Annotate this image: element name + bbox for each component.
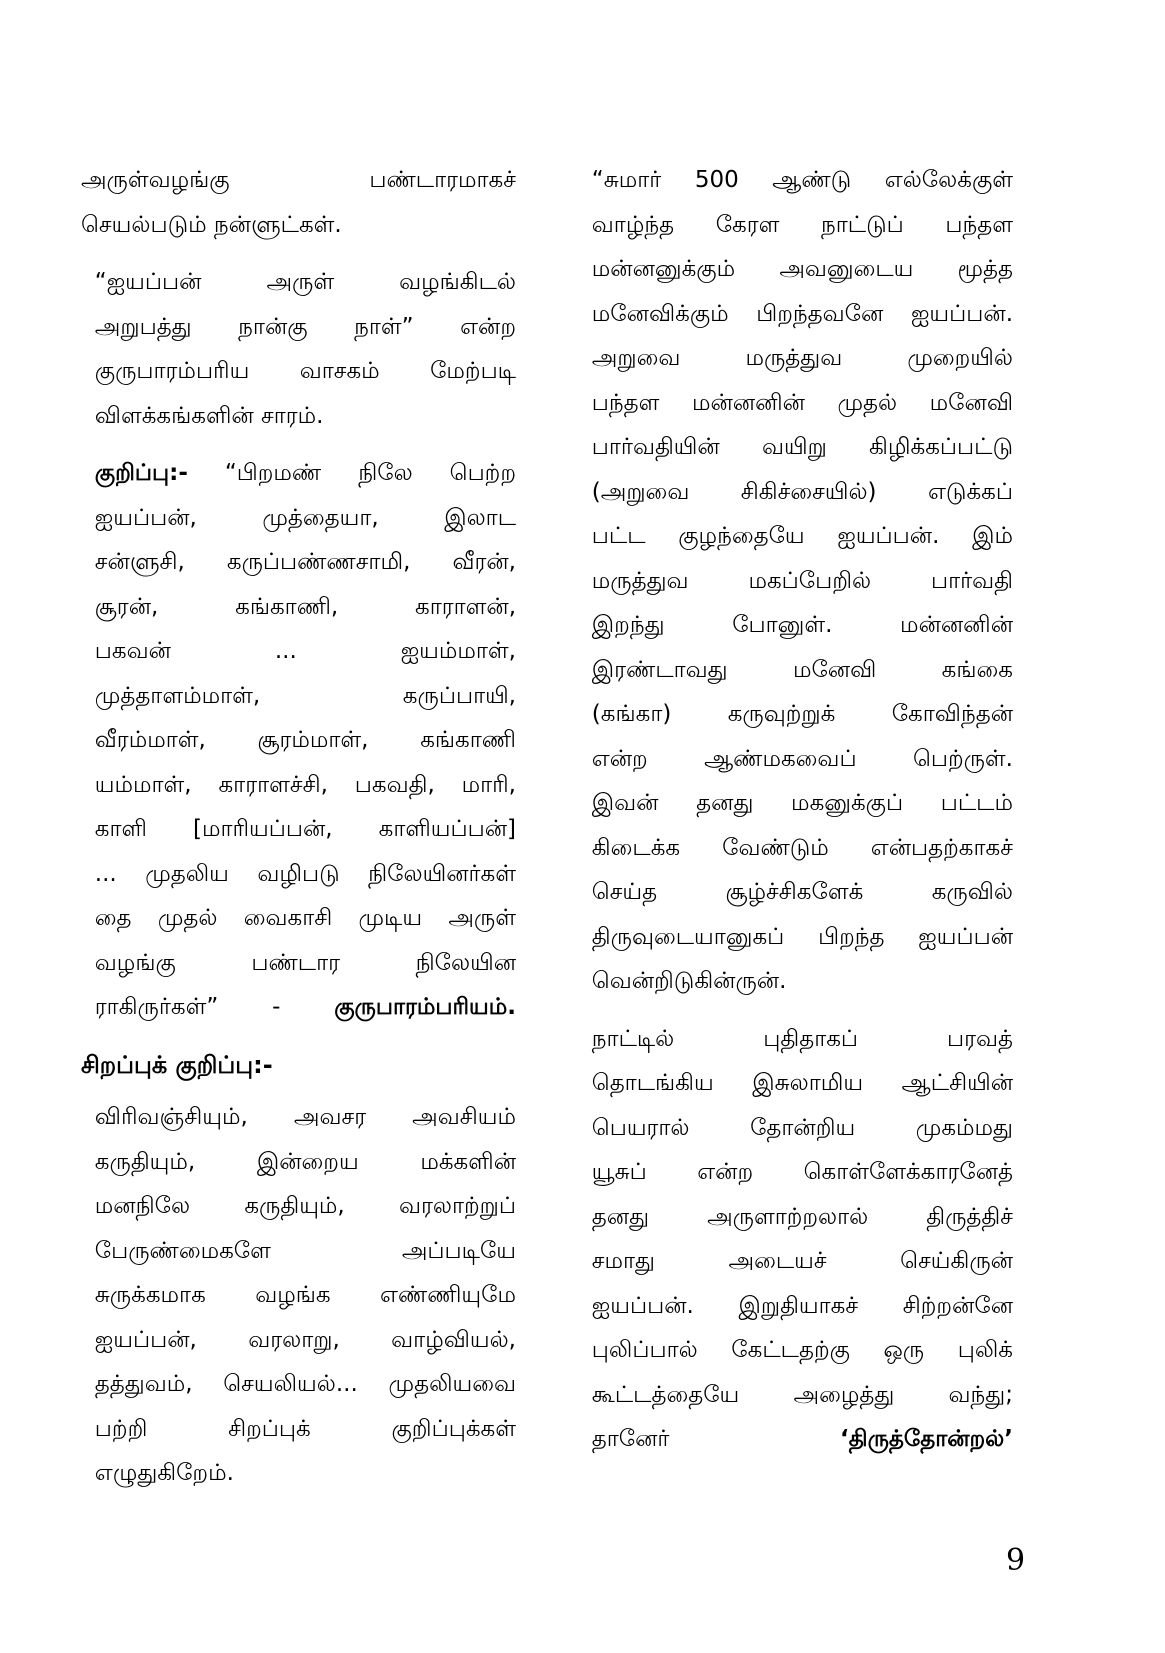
- text-line: மன்னனுக்கும் அவனுடைய மூத்த: [591, 256, 1013, 282]
- text-line: [81, 985, 516, 1030]
- note-source: குருபாரம்பரியம்.: [334, 994, 516, 1020]
- page-number: 9: [1006, 1543, 1026, 1578]
- text-line: பேருண்மைகளே அப்படியே: [94, 1237, 516, 1264]
- text-line: திருவுடையானுகப் பிறந்த ஐயப்பன்: [591, 923, 1013, 950]
- text-line: பெயரால் தோன்றிய முகம்மது: [591, 1114, 1013, 1141]
- text-line: விரிவஞ்சியும், அவசர அவசியம்: [94, 1104, 516, 1130]
- left-column: [81, 158, 516, 1509]
- text-line: புலிப்பால் கேட்டதற்கு ஒரு புலிக்: [591, 1337, 1013, 1363]
- text-line: கூட்டத்தையே அழைத்து வந்து;: [591, 1381, 1013, 1408]
- text-line: பகவன் ... ஐயம்மாள்,: [94, 638, 516, 664]
- text-line: நாட்டில் புதிதாகப் பரவத்: [591, 1025, 1013, 1052]
- right-column: [578, 158, 1013, 1475]
- text-line: [81, 451, 516, 496]
- text-line: மனநிலே கருதியும், வரலாற்றுப்: [94, 1193, 516, 1219]
- text-line: ஐயப்பன். இறுதியாகச் சிற்றன்னே: [591, 1292, 1013, 1319]
- closing-text: தானேர்: [591, 1426, 670, 1452]
- text-line: அறுவை மருத்துவ முறையில்: [591, 345, 1013, 371]
- text-line: (கங்கா) கருவுற்றுக் கோவிந்தன்: [591, 701, 1013, 727]
- text-line: தொடங்கிய இசுலாமிய ஆட்சியின்: [591, 1070, 1013, 1096]
- text-line: கிடைக்க வேண்டும் என்பதற்காகச்: [591, 834, 1013, 861]
- text-line: எழுதுகிறேம்.: [94, 1460, 234, 1486]
- text-line: சமாது அடையச் செய்கிருன்: [591, 1248, 1013, 1274]
- text-line: வென்றிடுகின்ருன்.: [591, 968, 787, 994]
- text-line: கருதியும், இன்றைய மக்களின்: [94, 1148, 516, 1175]
- text-line: “சுமார் 500 ஆண்டு எல்லேக்குள்: [591, 167, 1013, 193]
- text-line: ஐயப்பன், வரலாறு, வாழ்வியல்,: [94, 1326, 516, 1353]
- paragraph-special-note: [81, 1095, 516, 1496]
- text-line: காளி [மாரியப்பன், காளியப்பன்]: [94, 816, 516, 842]
- text-line: என்ற ஆண்மகவைப் பெற்ருள்.: [591, 745, 1013, 772]
- text-line: மனேவிக்கும் பிறந்தவனே ஐயப்பன்.: [591, 300, 1013, 327]
- text-line: பார்வதியின் வயிறு கிழிக்கப்பட்டு: [591, 434, 1013, 460]
- text-line: பட்ட குழந்தையே ஐயப்பன். இம்: [591, 523, 1013, 549]
- paragraph-note: [81, 451, 516, 1030]
- text-line: ஐயப்பன், முத்தையா, இலாட: [94, 504, 516, 531]
- text-line: (அறுவை சிகிச்சையில்) எடுக்கப்: [591, 478, 1013, 505]
- text-line: மருத்துவ மகப்பேறில் பார்வதி: [591, 567, 1013, 594]
- paragraph-2: [81, 260, 516, 438]
- text-line: குருபாரம்பரிய வாசகம் மேற்படி: [94, 358, 516, 384]
- text-line: வாழ்ந்த கேரள நாட்டுப் பந்தள: [591, 211, 1013, 238]
- text-line: சுருக்கமாக வழங்க எண்ணியுமே: [94, 1282, 516, 1308]
- text-line: ... முதலிய வழிபடு நிலேயினர்கள்: [94, 860, 516, 887]
- text-line: இவன் தனது மகனுக்குப் பட்டம்: [591, 790, 1013, 816]
- note-first-text: “பிறமண் நிலே பெற்ற: [224, 460, 516, 486]
- text-line: தை முதல் வைகாசி முடிய அருள்: [94, 905, 516, 931]
- text-line: சன்ளுசி, கருப்பண்ணசாமி, வீரன்,: [94, 549, 516, 575]
- text-line: யூசுப் என்ற கொள்ளேக்காரனேத்: [591, 1159, 1013, 1185]
- text-line: யம்மாள், காராளச்சி, பகவதி, மாரி,: [94, 771, 516, 798]
- paragraph-ayyappan-birth: [578, 158, 1013, 1004]
- text-line: அருள்வழங்கு பண்டாரமாகச்: [81, 167, 516, 193]
- note-last-text: ராகிருர்கள்” -: [94, 994, 281, 1020]
- text-line: செய்த சூழ்ச்சிகளேக் கருவில்: [591, 879, 1013, 905]
- text-line: இறந்து போனுள். மன்னனின்: [591, 612, 1013, 638]
- text-line: வழங்கு பண்டார நிலேயின: [94, 949, 516, 976]
- text-line: வீரம்மாள், சூரம்மாள், கங்காணி: [94, 727, 516, 753]
- text-line: [578, 1417, 1013, 1462]
- text-line: தத்துவம், செயலியல்... முதலியவை: [94, 1371, 516, 1397]
- text-line: பற்றி சிறப்புக் குறிப்புக்கள்: [94, 1415, 516, 1442]
- text-line: “ஐயப்பன் அருள் வழங்கிடல்: [94, 269, 516, 295]
- text-line: சூரன், கங்காணி, காராளன்,: [94, 593, 516, 620]
- section-heading: சிறப்புக் குறிப்பு:-: [81, 1050, 273, 1079]
- text-line: பந்தள மன்னனின் முதல் மனேவி: [591, 389, 1013, 416]
- text-line: இரண்டாவது மனேவி கங்கை: [591, 656, 1013, 683]
- paragraph-1: [81, 158, 516, 247]
- paragraph-islamic-rule: [578, 1017, 1013, 1462]
- text-line: முத்தாளம்மாள், கருப்பாயி,: [94, 682, 516, 709]
- text-line: தனது அருளாற்றலால் திருத்திச்: [591, 1203, 1013, 1230]
- text-line: அறுபத்து நான்கு நாள்” என்ற: [94, 313, 516, 340]
- note-label: குறிப்பு:-: [94, 460, 188, 486]
- text-line: விளக்கங்களின் சாரம்.: [94, 402, 324, 429]
- closing-bold-title: ‘திருத்தோன்றல்’: [840, 1426, 1013, 1452]
- text-line: செயல்படும் நன்ளுட்கள்.: [81, 211, 342, 238]
